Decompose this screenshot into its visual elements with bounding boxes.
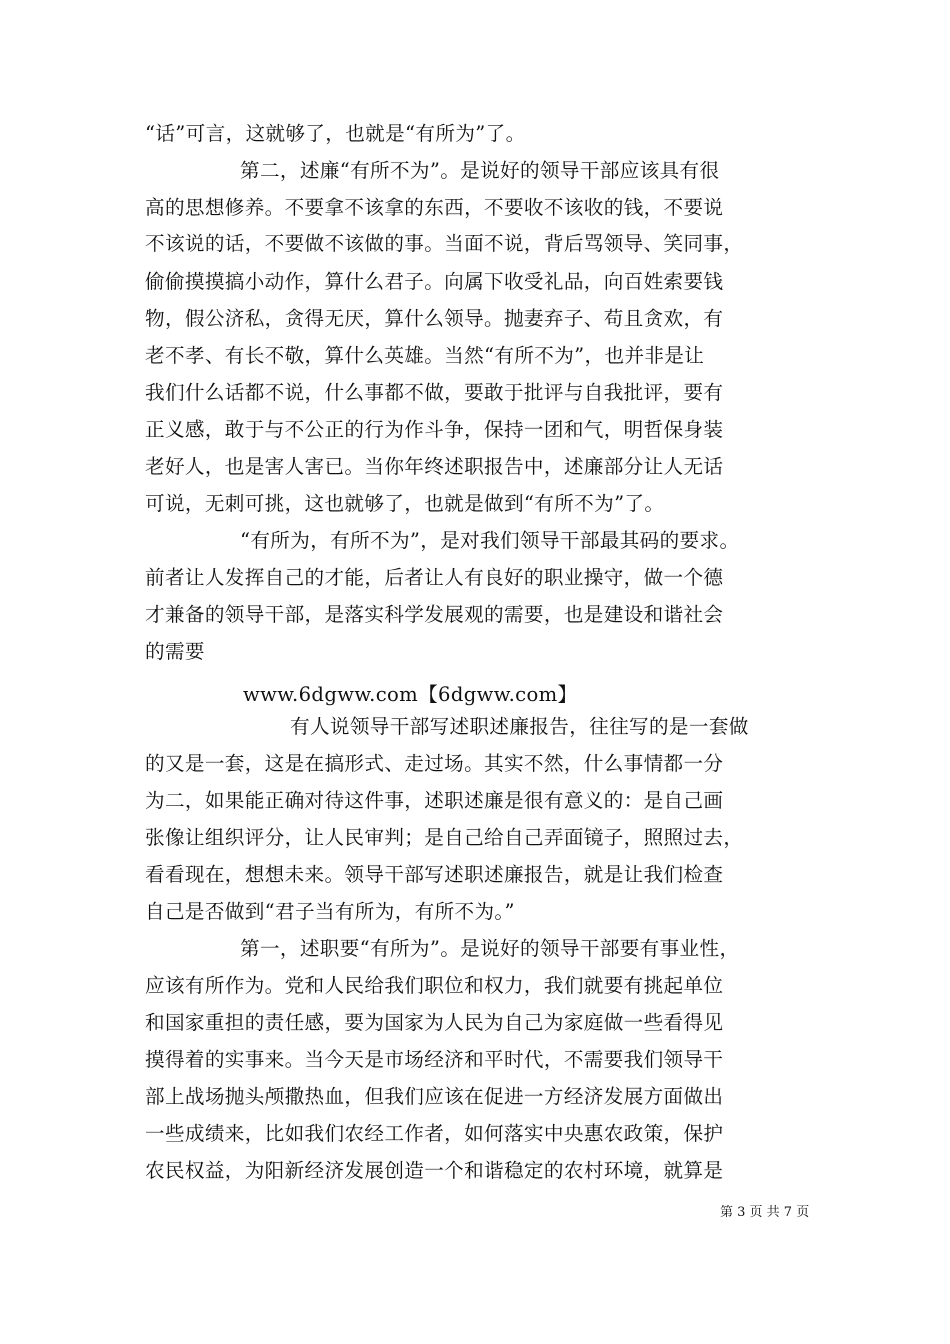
text-line-17: 有人说领导干部写述职述廉报告，往往写的是一套做 [290,715,749,738]
source-link-line: www.6dgww.com【6dgww.com】 [243,683,578,706]
text-line-6: 物，假公济私，贪得无厌，算什么领导。抛妻弃子、苟且贪欢，有 [145,307,724,330]
text-line-10: 老好人，也是害人害已。当你年终述职报告中，述廉部分让人无话 [145,455,724,478]
text-line-25: 和国家重担的责任感，要为国家为人民为自己为家庭做一些看得见 [145,1011,724,1034]
text-line-29: 农民权益，为阳新经济发展创造一个和谐稳定的农村环境，就算是 [145,1159,724,1182]
text-line-22: 自己是否做到“君子当有所为，有所不为。” [145,900,515,923]
text-line-9: 正义感，敢于与不公正的行为作斗争，保持一团和气，明哲保身装 [145,418,724,441]
text-line-14: 才兼备的领导干部，是落实科学发展观的需要，也是建设和谐社会 [145,603,724,626]
text-line-7: 老不孝、有长不敬，算什么英雄。当然“有所不为”，也并非是让 [145,344,705,367]
text-line-4: 不该说的话，不要做不该做的事。当面不说，背后骂领导、笑同事， [145,232,744,255]
text-line-12: “有所为，有所不为”，是对我们领导干部最其码的要求。 [240,529,740,552]
text-line-20: 张像让组织评分，让人民审判；是自己给自己弄面镜子，照照过去， [145,826,744,849]
text-line-8: 我们什么话都不说，什么事都不做，要敢于批评与自我批评，要有 [145,381,724,404]
text-line-24: 应该有所作为。党和人民给我们职位和权力，我们就要有挑起单位 [145,974,724,997]
text-line-1: “话”可言，这就够了，也就是“有所为”了。 [145,122,526,145]
text-line-11: 可说，无刺可挑，这也就够了，也就是做到“有所不为”了。 [145,492,665,515]
text-line-18: 的又是一套，这是在搞形式、走过场。其实不然，什么事情都一分 [145,752,724,775]
text-line-19: 为二，如果能正确对待这件事，述职述廉是很有意义的：是自己画 [145,789,724,812]
text-line-13: 前者让人发挥自己的才能，后者让人有良好的职业操守，做一个德 [145,566,724,589]
text-line-3: 高的思想修养。不要拿不该拿的东西，不要收不该收的钱，不要说 [145,196,724,219]
text-line-5: 偷偷摸摸搞小动作，算什么君子。向属下收受礼品，向百姓索要钱 [145,270,724,293]
page-number-footer: 第 3 页 共 7 页 [720,1205,810,1220]
text-line-21: 看看现在，想想未来。领导干部写述职述廉报告，就是让我们检查 [145,863,724,886]
text-line-28: 一些成绩来，比如我们农经工作者，如何落实中央惠农政策，保护 [145,1122,724,1145]
text-line-15: 的需要 [145,640,205,663]
text-line-23: 第一，述职要“有所为”。是说好的领导干部要有事业性， [240,937,740,960]
text-line-27: 部上战场抛头颅撒热血，但我们应该在促进一方经济发展方面做出 [145,1085,724,1108]
text-line-2: 第二，述廉“有所不为”。是说好的领导干部应该具有很 [240,159,720,182]
text-line-26: 摸得着的实事来。当今天是市场经济和平时代，不需要我们领导干 [145,1048,724,1071]
